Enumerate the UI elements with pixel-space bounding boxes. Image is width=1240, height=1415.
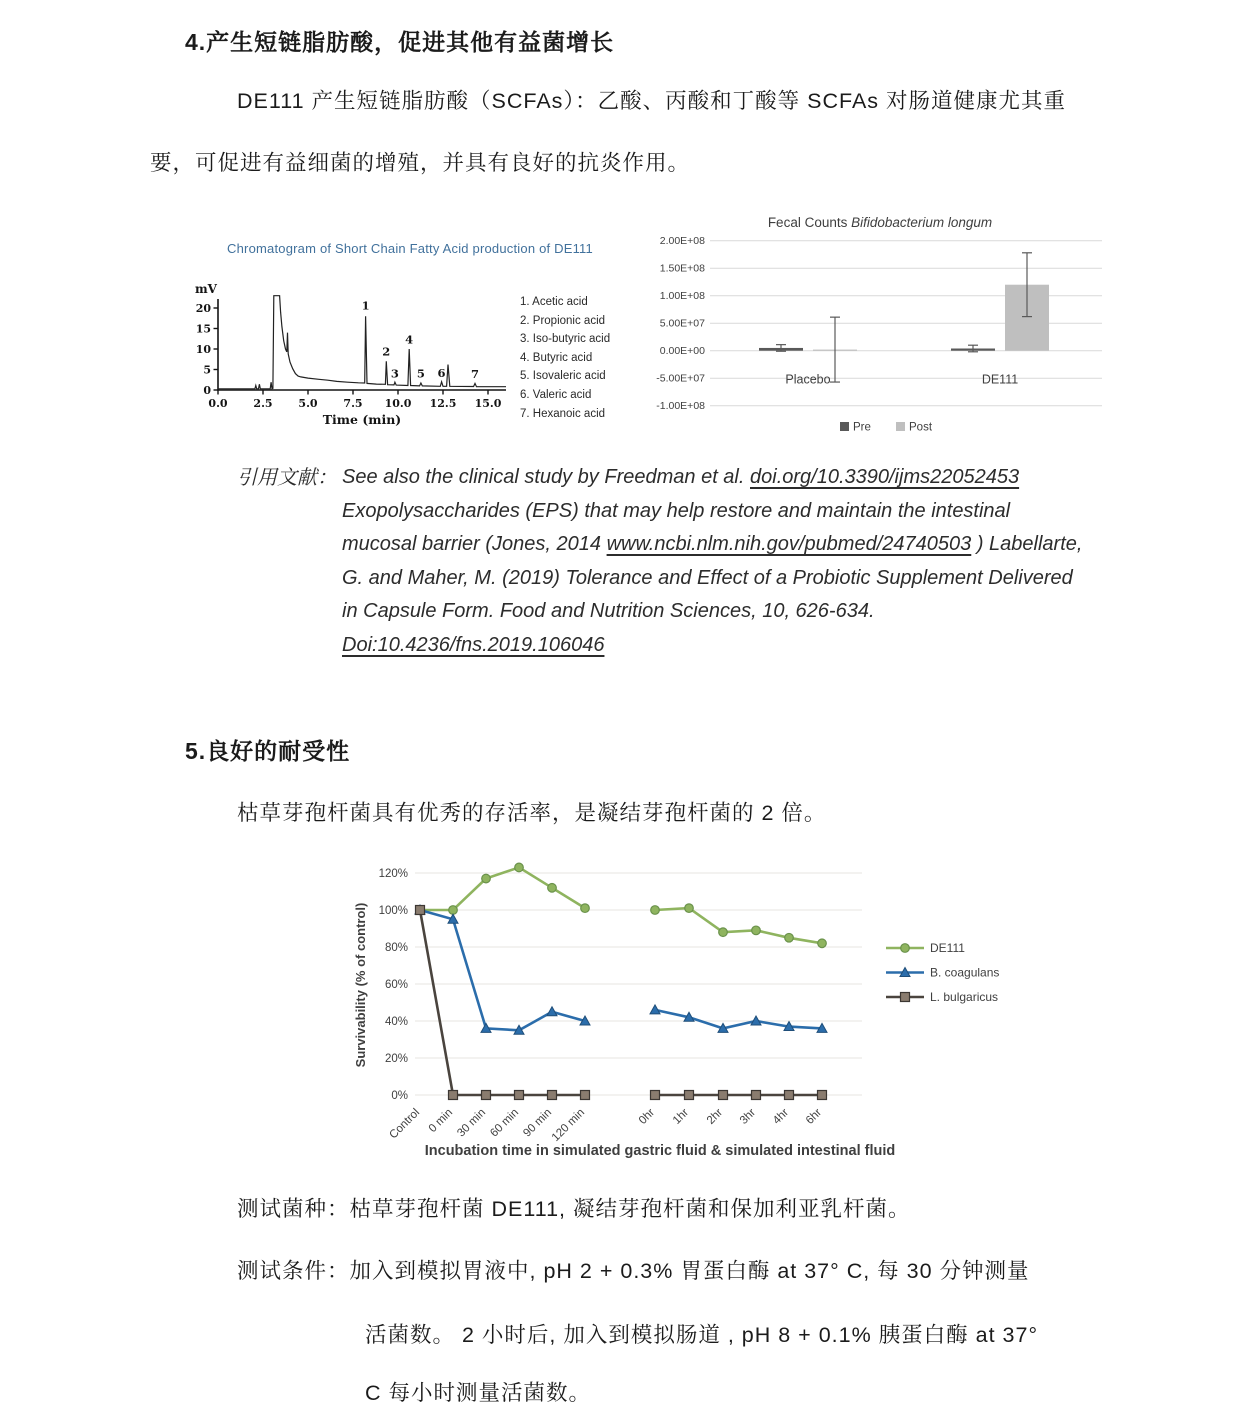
svg-text:Control: Control bbox=[387, 1106, 423, 1142]
svg-text:B. coagulans: B. coagulans bbox=[930, 965, 1000, 980]
citation-text-segment: ) Labellarte, bbox=[971, 533, 1083, 555]
citation-text-segment: See also the clinical study by Freedman et al. bbox=[342, 466, 750, 488]
svg-text:DE111: DE111 bbox=[930, 941, 965, 955]
fecal-counts-bar-chart bbox=[650, 203, 1110, 448]
citation-line bbox=[342, 528, 1127, 562]
svg-text:1.00E+08: 1.00E+08 bbox=[659, 290, 705, 303]
section5-heading: 5.良好的耐受性 bbox=[185, 738, 351, 764]
citation-line bbox=[342, 461, 1127, 495]
test-conditions-line1: 测试条件：加入到模拟胃液中, pH 2 + 0.3% 胃蛋白酶 at 37° C, 每 30 分钟测量 bbox=[237, 1259, 1030, 1283]
svg-text:90 min: 90 min bbox=[521, 1106, 555, 1140]
citation-link[interactable]: www.ncbi.nlm.nih.gov/pubmed/24740503 bbox=[606, 533, 972, 555]
svg-text:0: 0 bbox=[203, 384, 211, 397]
svg-text:5.0: 5.0 bbox=[298, 397, 318, 410]
chromatogram-legend-item: 7. Hexanoic acid bbox=[520, 407, 606, 420]
chromatogram-peak-legend bbox=[520, 293, 610, 423]
svg-text:L. bulgaricus: L. bulgaricus bbox=[930, 990, 999, 1004]
citation-text-segment: G. and Maher, M. (2019) Tolerance and Effect of a Probiotic Supplement Delivered bbox=[342, 566, 1073, 589]
svg-text:12.5: 12.5 bbox=[429, 397, 457, 410]
svg-text:60%: 60% bbox=[384, 979, 408, 991]
svg-text:1.50E+08: 1.50E+08 bbox=[659, 262, 705, 275]
chromatogram-legend-item: 4. Butyric acid bbox=[520, 351, 593, 364]
svg-text:1hr: 1hr bbox=[670, 1106, 692, 1127]
svg-text:4: 4 bbox=[405, 332, 414, 347]
section5-paragraph: 枯草芽孢杆菌具有优秀的存活率，是凝结芽孢杆菌的 2 倍。 bbox=[237, 801, 827, 825]
chromatogram-title: Chromatogram of Short Chain Fatty Acid production of DE111 bbox=[227, 241, 593, 256]
citation-line bbox=[342, 495, 1127, 529]
svg-text:6hr: 6hr bbox=[803, 1106, 825, 1127]
svg-text:1: 1 bbox=[361, 298, 370, 313]
svg-text:3: 3 bbox=[390, 366, 399, 381]
svg-text:0hr: 0hr bbox=[636, 1106, 658, 1127]
svg-text:Post: Post bbox=[909, 421, 933, 434]
chromatogram-legend-item: 5. Isovaleric acid bbox=[520, 370, 606, 383]
citation-block bbox=[237, 461, 1127, 662]
line-chart-y-axis-label: Survivability (% of control) bbox=[352, 902, 368, 1068]
svg-text:5.00E+07: 5.00E+07 bbox=[659, 317, 705, 330]
svg-text:Pre: Pre bbox=[853, 421, 871, 434]
svg-text:2.00E+08: 2.00E+08 bbox=[659, 235, 705, 248]
svg-text:4hr: 4hr bbox=[770, 1106, 792, 1127]
section4-paragraph-line1: DE111 产生短链脂肪酸（SCFAs）：乙酸、丙酸和丁酸等 SCFAs 对肠道健康尤其重 bbox=[237, 89, 1067, 113]
svg-text:DE111: DE111 bbox=[981, 372, 1019, 387]
chromatogram-legend-item: 2. Propionic acid bbox=[520, 314, 606, 327]
svg-text:0 min: 0 min bbox=[426, 1106, 456, 1136]
svg-text:0.00E+00: 0.00E+00 bbox=[659, 345, 705, 358]
svg-text:6: 6 bbox=[437, 365, 446, 380]
svg-text:15.0: 15.0 bbox=[474, 397, 502, 410]
citation-line bbox=[342, 595, 1127, 629]
svg-text:120%: 120% bbox=[378, 868, 408, 880]
chromatogram-legend-item: 6. Valeric acid bbox=[520, 388, 592, 401]
svg-text:Placebo: Placebo bbox=[785, 372, 831, 387]
citation-link[interactable]: Doi:10.4236/fns.2019.106046 bbox=[342, 633, 605, 656]
test-conditions-line2: 活菌数。 2 小时后, 加入到模拟肠道 , pH 8 + 0.1% 胰蛋白酶 at 37° bbox=[365, 1323, 1039, 1347]
svg-text:120 min: 120 min bbox=[549, 1106, 588, 1145]
survivability-line-chart bbox=[330, 845, 1140, 1175]
citation-label: 引用文献： bbox=[237, 467, 337, 489]
svg-text:0%: 0% bbox=[391, 1090, 408, 1102]
svg-text:15: 15 bbox=[195, 322, 211, 336]
svg-text:80%: 80% bbox=[384, 942, 408, 954]
svg-text:5: 5 bbox=[203, 363, 211, 377]
svg-text:2: 2 bbox=[382, 344, 391, 359]
svg-text:7.5: 7.5 bbox=[343, 397, 363, 410]
svg-text:0.0: 0.0 bbox=[208, 397, 228, 410]
svg-text:40%: 40% bbox=[384, 1016, 408, 1028]
chromatogram-legend-item: 1. Acetic acid bbox=[520, 296, 588, 308]
svg-text:5: 5 bbox=[416, 366, 425, 381]
svg-text:-1.00E+08: -1.00E+08 bbox=[656, 400, 705, 413]
svg-text:20: 20 bbox=[195, 302, 211, 315]
section4-heading: 4.产生短链脂肪酸，促进其他有益菌增长 bbox=[185, 29, 615, 55]
chromatogram-legend-item: 3. Iso-butyric acid bbox=[520, 333, 611, 346]
test-conditions-line3: C 每小时测量活菌数。 bbox=[365, 1381, 592, 1405]
svg-text:60 min: 60 min bbox=[488, 1106, 522, 1140]
svg-text:20%: 20% bbox=[384, 1053, 408, 1065]
svg-text:Time (min): Time (min) bbox=[322, 412, 402, 427]
svg-text:-5.00E+07: -5.00E+07 bbox=[656, 372, 705, 385]
svg-text:7: 7 bbox=[471, 367, 480, 382]
bar-chart-title-prefix: Fecal Counts bbox=[767, 215, 852, 230]
svg-text:2.5: 2.5 bbox=[253, 397, 273, 410]
citation-line bbox=[342, 629, 1127, 663]
citation-line bbox=[342, 562, 1127, 596]
test-species-line: 测试菌种：枯草芽孢杆菌 DE111, 凝结芽孢杆菌和保加利亚乳杆菌。 bbox=[237, 1197, 911, 1221]
svg-text:100%: 100% bbox=[378, 905, 408, 917]
citation-link[interactable]: doi.org/10.3390/ijms22052453 bbox=[750, 466, 1020, 488]
line-chart-plot bbox=[330, 845, 1140, 1175]
svg-text:10.0: 10.0 bbox=[384, 397, 412, 410]
bar-chart-title-species: Bifidobacterium longum bbox=[851, 215, 993, 230]
section4-paragraph-line2: 要，可促进有益细菌的增殖，并具有良好的抗炎作用。 bbox=[150, 151, 691, 175]
bar-chart-plot bbox=[650, 203, 1110, 448]
line-chart-x-axis-label: Incubation time in simulated gastric fluid & simulated intestinal fluid bbox=[424, 1143, 896, 1159]
svg-text:3hr: 3hr bbox=[737, 1106, 759, 1127]
svg-text:mV: mV bbox=[194, 282, 217, 296]
citation-text-segment: Exopolysaccharides (EPS) that may help restore and maintain the intestinal bbox=[342, 499, 1011, 522]
svg-text:30 min: 30 min bbox=[455, 1106, 489, 1140]
chromatogram-chart bbox=[195, 205, 625, 455]
svg-text:2hr: 2hr bbox=[704, 1106, 726, 1127]
svg-text:10: 10 bbox=[195, 343, 211, 356]
citation-text-segment: in Capsule Form. Food and Nutrition Sciences, 10, 626-634. bbox=[342, 600, 875, 622]
citation-text-segment: mucosal barrier (Jones, 2014 bbox=[342, 533, 607, 555]
citation-text bbox=[342, 461, 1127, 662]
